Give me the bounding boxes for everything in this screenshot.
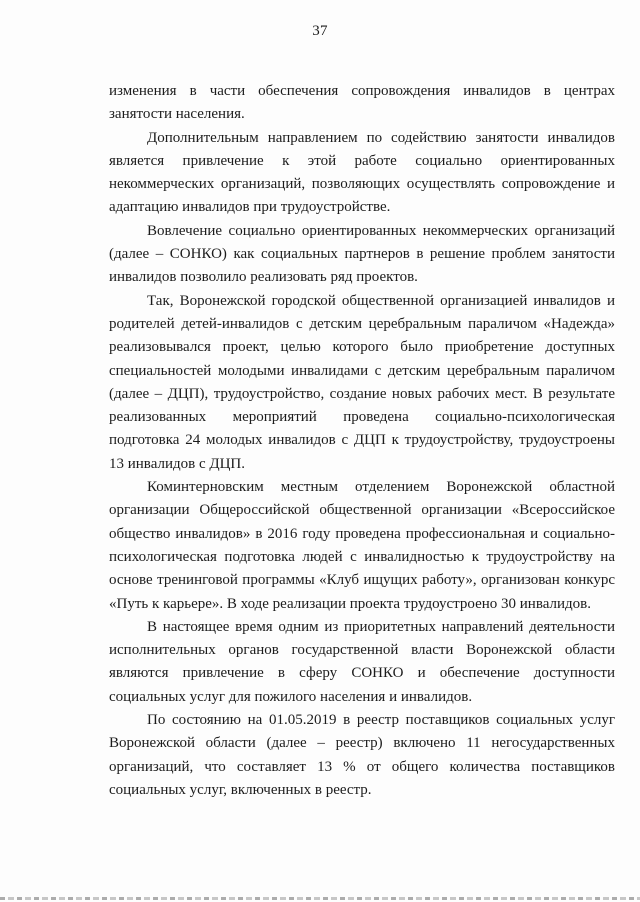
paragraph-3: Вовлечение социально ориентированных некоммерческих организаций (далее – СОНКО) как социальных партнеров в решение проблем занятости инвалидов позволило реализовать ряд проектов.: [109, 222, 615, 286]
scan-bottom-edge: [0, 897, 640, 900]
document-body: [109, 80, 615, 802]
paragraph-5: Коминтерновским местным отделением Воронежской областной организации Общероссийской общественной организации «Всероссийское общество инвалидов» в 2016 году проведена профессиональная и социально-психологическая подготовка людей с инвалидностью к трудоустройству на основе тренинговой программы «Клуб ищущих работу», организован конкурс «Путь к карьере». В ходе реализации проекта трудоустроено 30 инвалидов.: [109, 479, 615, 612]
paragraph-2: Дополнительным направлением по содействию занятости инвалидов является привлечение к этой работе социально ориентированных некоммерческих организаций, позволяющих осуществлять сопровождение и адаптацию инвалидов при трудоустройстве.: [109, 129, 615, 216]
paragraph-6: В настоящее время одним из приоритетных направлений деятельности исполнительных органов государственной власти Воронежской области являются привлечение в сферу СОНКО и обеспечение доступности социальных услуг для пожилого населения и инвалидов.: [109, 618, 615, 705]
paragraph-4: Так, Воронежской городской общественной организацией инвалидов и родителей детей-инвалидов с детским церебральным параличом «Надежда» реализовывался проект, целью которого было приобретение доступных специальностей молодыми инвалидами с детским церебральным параличом (далее – ДЦП), трудоустройство, создание новых рабочих мест. В результате реализованных мероприятий проведена социально-психологическая подготовка 24 молодых инвалидов с ДЦП к трудоустройству, трудоустроены 13 инвалидов с ДЦП.: [109, 292, 615, 472]
paragraph-1: изменения в части обеспечения сопровождения инвалидов в центрах занятости населения.: [109, 83, 615, 123]
page-number: 37: [312, 23, 328, 39]
paragraph-7: По состоянию на 01.05.2019 в реестр поставщиков социальных услуг Воронежской области (далее – реестр) включено 11 негосударственных организаций, что составляет 13 % от общего количества поставщиков социальных услуг, включенных в реестр.: [109, 712, 615, 798]
